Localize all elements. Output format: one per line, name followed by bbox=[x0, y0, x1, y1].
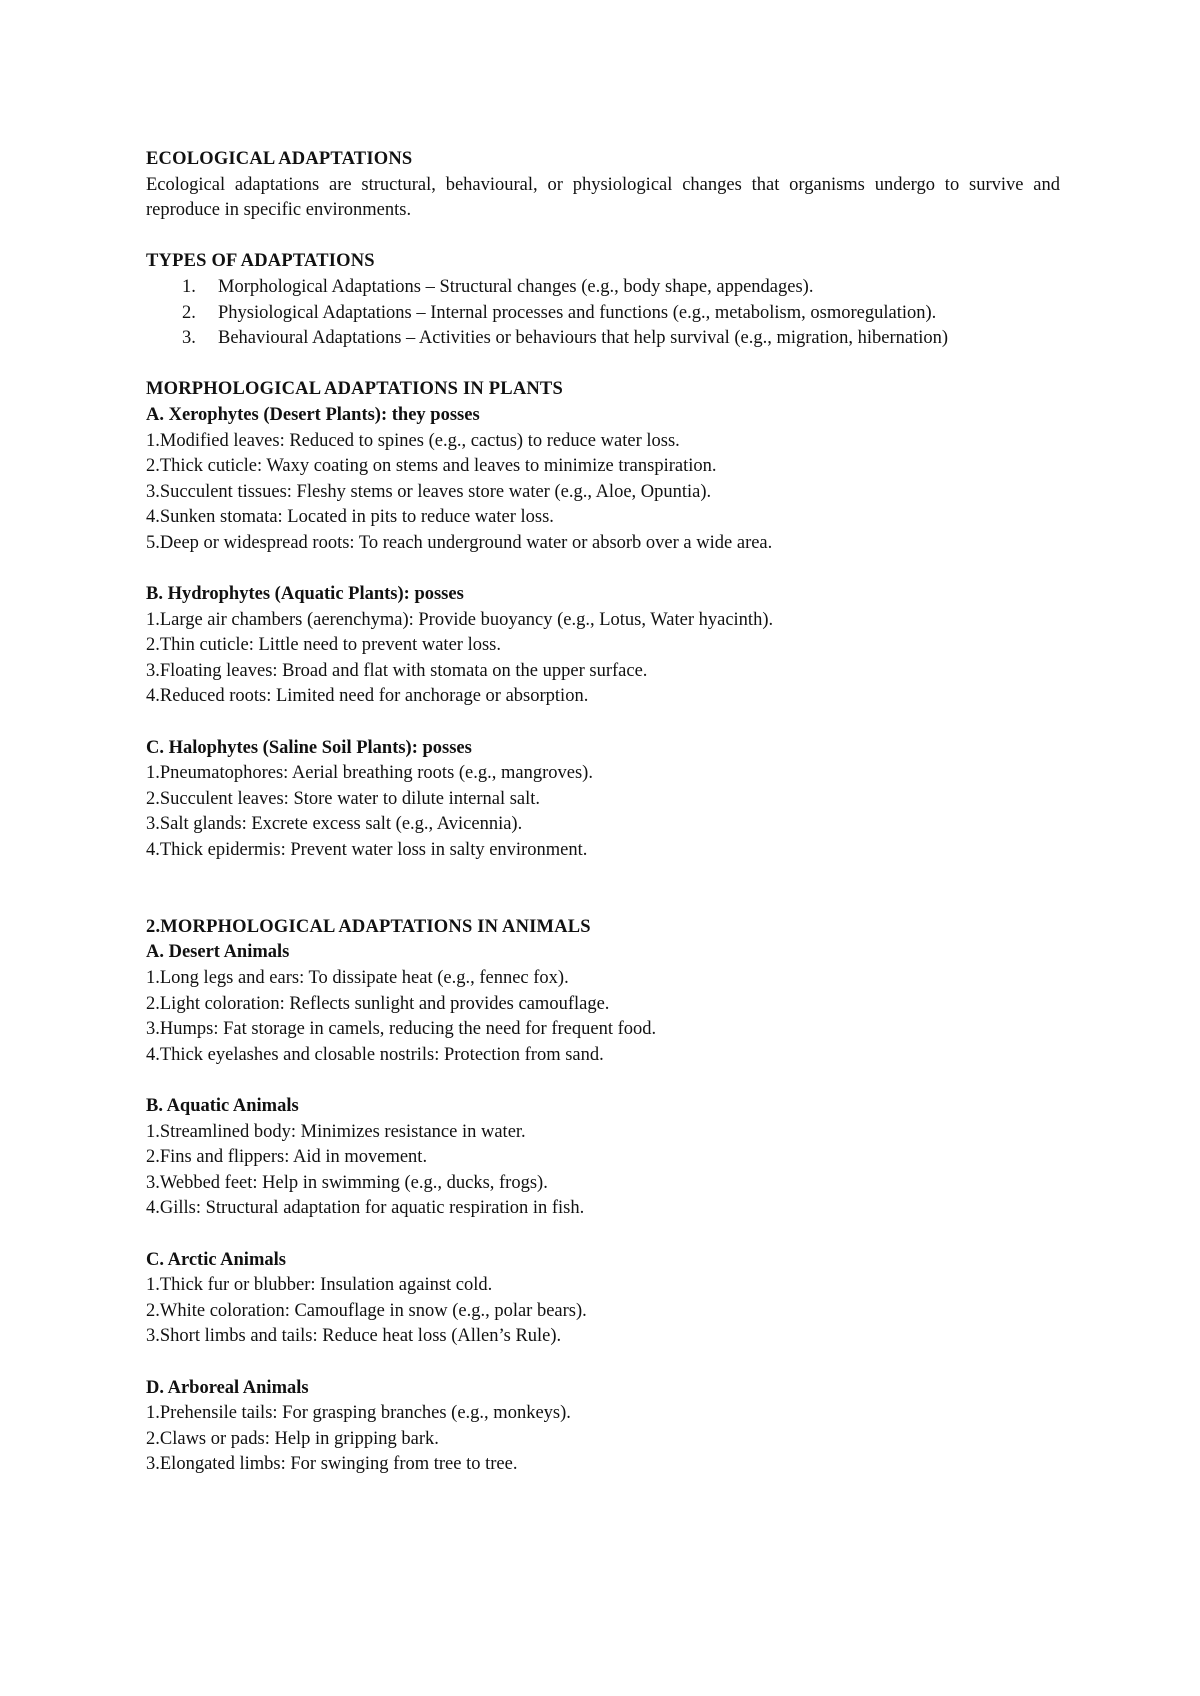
list-item: 2.Thick cuticle: Waxy coating on stems and leaves to minimize transpiration. bbox=[146, 456, 717, 477]
subheading-desert-animals: A. Desert Animals bbox=[146, 942, 290, 963]
list-item: 4.Thick epidermis: Prevent water loss in salty environment. bbox=[146, 840, 588, 861]
list-item bbox=[146, 275, 1060, 301]
list-item: 2.White coloration: Camouflage in snow (e.g., polar bears). bbox=[146, 1300, 587, 1321]
list-item bbox=[146, 301, 1060, 327]
list-item bbox=[146, 326, 1060, 352]
list-item: 1.Long legs and ears: To dissipate heat (e.g., fennec fox). bbox=[146, 968, 569, 988]
list-item: 5.Deep or widespread roots: To reach underground water or absorb over a wide area. bbox=[146, 532, 773, 553]
list-item: 1.Modified leaves: Reduced to spines (e.g., cactus) to reduce water loss. bbox=[146, 430, 680, 451]
list-item: 4.Gills: Structural adaptation for aquatic respiration in fish. bbox=[146, 1198, 585, 1219]
list-item: 3.Short limbs and tails: Reduce heat loss (Allen’s Rule). bbox=[146, 1326, 562, 1347]
list-item: 3.Salt glands: Excrete excess salt (e.g., Avicennia). bbox=[146, 814, 523, 835]
heading-ecological-adaptations: ECOLOGICAL ADAPTATIONS bbox=[146, 149, 413, 169]
list-item: 3.Succulent tissues: Fleshy stems or leaves store water (e.g., Aloe, Opuntia). bbox=[146, 481, 712, 502]
list-item: 1.Prehensile tails: For grasping branches (e.g., monkeys). bbox=[146, 1403, 571, 1424]
list-number: 3. bbox=[182, 328, 196, 349]
list-item: 2.Light coloration: Reflects sunlight and provides camouflage. bbox=[146, 993, 610, 1014]
list-text: Morphological Adaptations – Structural changes (e.g., body shape, appendages). bbox=[218, 276, 814, 297]
types-list bbox=[146, 275, 1060, 352]
subheading-aquatic-animals: B. Aquatic Animals bbox=[146, 1095, 299, 1116]
list-item: 4.Thick eyelashes and closable nostrils: Protection from sand. bbox=[146, 1044, 604, 1065]
list-item: 3.Humps: Fat storage in camels, reducing the need for frequent food. bbox=[146, 1019, 657, 1040]
list-number: 1. bbox=[182, 276, 196, 297]
list-item: 2.Succulent leaves: Store water to dilute internal salt. bbox=[146, 788, 541, 809]
list-item: 4.Sunken stomata: Located in pits to reduce water loss. bbox=[146, 507, 554, 528]
list-item: 3.Floating leaves: Broad and flat with stomata on the upper surface. bbox=[146, 660, 648, 681]
subheading-hydrophytes: B. Hydrophytes (Aquatic Plants): posses bbox=[146, 584, 464, 605]
list-item: 1.Pneumatophores: Aerial breathing roots (e.g., mangroves). bbox=[146, 763, 593, 784]
subheading-arboreal-animals: D. Arboreal Animals bbox=[146, 1377, 309, 1398]
list-item: 1.Thick fur or blubber: Insulation against cold. bbox=[146, 1275, 493, 1296]
heading-animal-adaptations: 2.MORPHOLOGICAL ADAPTATIONS IN ANIMALS bbox=[146, 916, 591, 937]
list-item: 3.Elongated limbs: For swinging from tree to tree. bbox=[146, 1454, 518, 1475]
list-text: Behavioural Adaptations – Activities or behaviours that help survival (e.g., migration, hibernation) bbox=[218, 328, 949, 349]
list-item: 2.Thin cuticle: Little need to prevent water loss. bbox=[146, 635, 501, 656]
heading-types-of-adaptations: TYPES OF ADAPTATIONS bbox=[146, 251, 375, 272]
list-item: 2.Claws or pads: Help in gripping bark. bbox=[146, 1428, 439, 1449]
list-item: 1.Large air chambers (aerenchyma): Provide buoyancy (e.g., Lotus, Water hyacinth). bbox=[146, 609, 774, 630]
list-text: Physiological Adaptations – Internal processes and functions (e.g., metabolism, osmoregulation). bbox=[218, 302, 937, 323]
list-item: 3.Webbed feet: Help in swimming (e.g., ducks, frogs). bbox=[146, 1172, 548, 1193]
list-item: 2.Fins and flippers: Aid in movement. bbox=[146, 1147, 428, 1168]
heading-plant-adaptations: MORPHOLOGICAL ADAPTATIONS IN PLANTS bbox=[146, 379, 563, 400]
intro-paragraph: Ecological adaptations are structural, behavioural, or physiological changes that organisms undergo to survive and reproduce in specific environments. bbox=[146, 174, 1060, 221]
list-number: 2. bbox=[182, 302, 196, 323]
subheading-halophytes: C. Halophytes (Saline Soil Plants): posses bbox=[146, 737, 472, 758]
subheading-xerophytes: A. Xerophytes (Desert Plants): they posses bbox=[146, 404, 480, 425]
list-item: 1.Streamlined body: Minimizes resistance in water. bbox=[146, 1121, 526, 1142]
list-item: 4.Reduced roots: Limited need for anchorage or absorption. bbox=[146, 686, 589, 707]
subheading-arctic-animals: C. Arctic Animals bbox=[146, 1249, 286, 1270]
